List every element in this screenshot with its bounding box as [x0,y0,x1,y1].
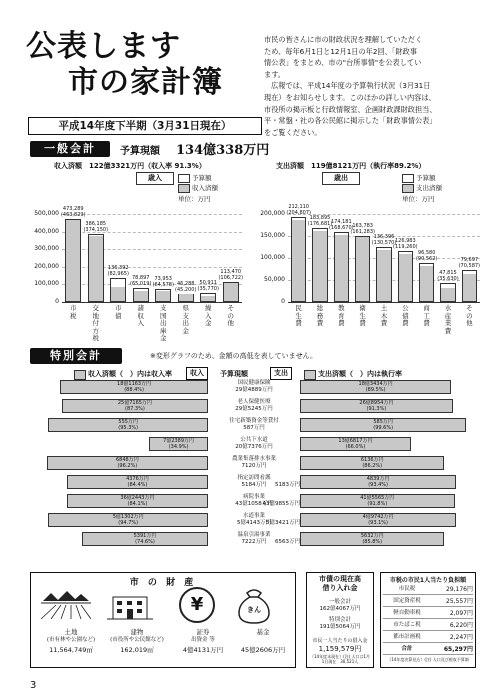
burden-row-value: 25,557円 [446,598,473,605]
burden-note: （14年度決算見込）(注) 人口及び税収予算額 [387,657,469,662]
special-bar-right-rate: (91.3%) [366,406,387,412]
special-bar-right [300,380,468,394]
special-bar-left-rate: (84.4%) [127,482,148,488]
burden-row-divider [383,606,473,607]
special-bar-right [300,475,468,489]
asset-name: 証券 [196,628,210,636]
legend-left: 収入済額（ ）内は収入率 [88,370,172,378]
special-bar-left-rate: (94.7%) [118,520,139,526]
burden-row-divider [383,630,473,631]
special-bar-left-rate: (74.6%) [135,539,155,545]
y-tick-label: 0 [55,298,59,305]
budget-label: 予算現額 [120,146,160,157]
legend-right-tag: 支出 [270,367,292,380]
bar-label-actual: (106,722) [218,275,244,282]
bar-actual [313,231,326,301]
special-bar-left-label: 5億1302万円 [112,514,144,520]
category-label: 商工費 [423,304,430,327]
bar-actual [463,274,476,301]
special-bar-right-rate: (89.5%) [365,387,386,393]
expense-summary: 支出済額 119億8121万円（執行率89.2%） [276,162,426,170]
special-row-budget: 7222万円 [241,539,267,545]
special-bar-right [300,418,468,432]
legend-label: 予算額 [192,174,212,182]
special-bar-right-rate: (93.1%) [368,520,389,526]
legend-swatch [402,174,414,183]
legend-label: 予算額 [416,174,436,182]
special-row-budget-right: 5億3421万円 [266,520,300,526]
bar-actual [441,288,454,301]
burden-row-divider [383,642,473,643]
asset-value: 45億2606万円 [240,646,286,654]
special-row-name: 住宅新築資金等貸付 [229,418,279,424]
burden-row-label: 市民税 [398,586,416,592]
debt-row-value: 162億4067万円 [319,606,361,612]
intro-line: 広報では、平成14年度の予算執行状況（3月31日 [271,81,431,91]
special-bar-right [300,513,468,527]
budget-value: 134億338万円 [176,143,270,158]
bar-label-budget: 46,288 [176,280,195,287]
unit-label: 単位：万円 [402,195,435,203]
asset-value: 162,019㎡ [120,646,154,654]
asset-value: 4億4131万円 [182,646,224,654]
legend-left-tag: 収入 [186,367,208,380]
debt-box [306,572,374,668]
debt-title [307,575,373,593]
category-label: 県支出金 [182,304,189,335]
bar-actual [420,266,433,301]
category-label: 水産業費 [444,304,452,335]
burden-row-divider [383,654,473,655]
special-bar-right-rate: (91.8%) [367,501,388,507]
legend-label: 収入済額 [192,184,218,192]
y-tick-label: 150,000 [260,232,285,239]
unit-label: 単位：万円 [178,195,211,203]
money-bag-icon [231,585,277,625]
intro-line: ため、毎年6月1日と12月1日の年2回、「財政事 [264,46,417,56]
intro-line: 平・常盤・社の各公民館に掲示した「財政事情公表」 [264,116,437,126]
special-row-name: 公共下水道 [240,437,268,443]
burden-row-value: 6,220円 [449,622,473,629]
expense-chart [252,172,484,340]
intro-line: 市民の皆さんに市の財政状況を理解していただく [264,35,423,44]
category-label: 市税 [70,304,77,320]
category-label: 交地付方税 [92,304,99,342]
special-bar-right [300,437,468,451]
special-bar-right-label: 5632万円 [360,533,384,539]
special-bar-right-rate: (86.2%) [362,463,383,469]
legend-label: 支出済額 [416,184,442,192]
asset-name: 基金 [256,628,270,636]
title-line1: 公表します [26,29,181,64]
burden-row-value: 2,247円 [449,634,473,641]
special-bar-left [40,513,208,527]
burden-row-label: 市たばこ税 [393,622,421,628]
legend-swatch [402,184,414,193]
intro-line: をご覧ください。 [264,127,322,137]
special-row-budget: 7120万円 [241,463,267,469]
bar-label-actual: (35,630) [437,275,459,282]
bar-label-budget: 136,396 [373,234,395,241]
bar-label-budget: 212,110 [288,204,309,211]
bar-label-budget: 386,185 [85,221,107,228]
bar-label-budget: 174,181 [330,219,352,226]
burden-row-value: 2,097円 [449,610,473,617]
special-bar-right-rate: (85.8%) [362,539,383,545]
page-number: 3 [30,680,37,691]
burden-row-label: 合計 [401,646,413,652]
special-bar-right-label: 585万円 [373,419,393,425]
special-row-name: 温泉引湯事業 [237,532,271,538]
y-tick-label: 200,000 [34,262,59,270]
revenue-chart [28,172,246,340]
burden-box [380,572,476,668]
burden-row-label: 固定資産税 [393,598,421,604]
burden-row-value: 29,176円 [446,586,473,593]
period-label: 平成14年度下半期（3月31日現在） [28,117,262,135]
legend-right-swatch [304,370,316,380]
special-bar-right-label: 6136万円 [360,457,384,463]
special-row-name: 水道事業 [242,513,265,519]
intro-line: ます。 [264,69,285,79]
special-row-budget-right: 5183万円 [275,482,300,488]
asset-sub: (市有林や公園など) [46,637,96,643]
bar-actual [224,283,238,301]
y-tick-label: 400,000 [34,227,59,235]
category-label: 公債費 [402,304,409,327]
bar-label-actual: (82,965) [107,270,129,277]
bar-label-budget: 50,911 [199,280,217,287]
legend-center: 予算現額 [220,370,248,378]
special-bar-right-rate: (66.0%) [345,444,366,450]
bar-label-budget: 126,983 [394,238,416,245]
special-bar-right-label: 41億5565万円 [360,495,395,501]
special-row-budget: 5億4143万円 [237,520,271,526]
category-label: その他 [227,304,234,327]
asset-name: 土地 [64,628,78,636]
y-tick-label: 100,000 [34,280,59,288]
special-bar-right-label: 4億9742万円 [362,514,394,520]
legend-swatch [178,184,190,193]
special-row-budget: 5184万円 [241,482,267,488]
special-bar-right-label: 13億6817万円 [338,438,373,444]
special-bar-left-label: 4376万円 [126,476,149,482]
intro-text [264,34,484,138]
bar-label-budget: 113,470 [220,269,242,276]
bar-actual [292,220,305,301]
bar-label-actual: (168,670) [329,225,354,232]
special-bar-left-rate: (95.3%) [118,425,139,431]
building-icon [105,591,155,623]
special-row-budget-right: 6563万円 [275,539,300,545]
debt-title-line: 市債の現在高 [319,575,361,583]
special-bar-right [300,494,468,508]
y-tick-label: 50,000 [264,276,285,283]
special-note: ※変形グラフのため、金額の高低を表していません。 [150,352,318,360]
special-bar-left-label: 18億1163万円 [117,381,152,387]
yen-icon: ¥ [179,587,215,623]
debt-row-label: 特別会計 [328,617,351,623]
y-tick-label: 0 [281,298,285,305]
bar-label-budget: 473,289 [62,205,84,212]
bar-label-budget: 73,953 [154,275,172,282]
burden-title: 市税の市民1人当たり負担額 [389,577,467,584]
bar-label-actual: (45,200) [175,286,197,293]
special-row-budget: 20億7376万円 [235,444,273,450]
debt-title-line: 借り入れ金 [322,584,358,592]
debt-row-label: 一般会計 [328,599,351,605]
category-label: 衛生費 [359,304,366,327]
bar-label-actual: (65,019) [130,281,152,288]
burden-row-value: 65,297円 [443,646,473,653]
per-capita-label: 市民一人当たりの借入金 [312,638,368,644]
special-row-budget: 29億4889万円 [235,387,273,393]
special-bar-right [300,456,468,470]
legend-right: 支出済額（ ）内は執行率 [318,370,402,378]
special-bar-right-label: 26億8954万円 [359,400,394,406]
asset-name: 建物 [130,628,144,636]
bar-label-budget: 136,392 [107,264,129,271]
special-bar-left-label: 555万円 [118,419,138,425]
burden-row-label: 軽自動車税 [393,610,421,616]
special-row-name: 農業集落排水事業 [231,456,276,462]
special-rows [0,380,496,560]
bar-label-budget: 163,783 [352,223,373,230]
special-bar-left [40,532,208,546]
legend-left-swatch [74,370,86,380]
category-label: 教育費 [338,304,345,327]
bar-actual [156,291,170,301]
y-tick-label: 200,000 [260,210,285,217]
special-row-budget: 587万円 [243,425,265,431]
chart-title: 歳入 [136,172,174,185]
bar-actual [179,294,193,301]
title-line2: 市の家計簿 [68,65,223,100]
special-row-name: 老人保健医療 [237,399,271,405]
bar-label-actual: (35,770) [197,286,219,293]
assets-title: 市 の 財 産 [129,578,197,588]
bar-actual [399,254,412,301]
bar-label-budget: 96,580 [417,250,436,257]
special-bar-left-rate: (87.3%) [125,406,145,412]
asset-sub: 出資金 等 [191,637,215,643]
asset-sub: (市役所や公民館など) [110,637,164,643]
bar-label-budget: 183,895 [309,215,331,222]
bar-label-actual: (64,578) [152,281,174,288]
bar-actual [111,287,125,301]
y-tick-label: 100,000 [260,254,285,261]
special-account-title: 特別会計 [30,348,122,364]
category-label: 市債 [115,304,122,320]
y-tick-label: 500,000 [34,210,59,217]
category-label: 諸収入 [137,304,144,327]
special-bar-left-rate: (96.2%) [117,463,138,469]
special-bar-left [40,437,208,451]
legend-swatch [178,174,190,183]
category-label: 土木費 [380,304,388,327]
special-bar-left-label: 25億7165万円 [117,400,152,406]
assets-box [30,572,296,668]
bar-label-budget: 78,897 [131,275,150,282]
category-label: 繰入金 [205,304,212,327]
asset-value: 11,564,749㎡ [49,646,93,654]
special-row-budget: 29億5245万円 [235,406,273,412]
debt-note: （14年度末現在）(注) 人口は1月1日現在 30,521人 [309,654,371,664]
bar-label-actual: (119,260) [393,244,418,251]
bar-label-budget: 79,697 [460,257,479,264]
special-row-budget-right: 43億9855万円 [262,501,300,507]
special-row-name: 国民健康保険 [237,380,271,386]
special-row-budget: 43億1058万円 [235,501,273,507]
special-bar-left [40,399,208,413]
bar-label-budget: 47,815 [439,269,457,276]
bar-label-actual: (90,562) [415,256,438,263]
debt-row-value: 191億5064万円 [319,624,361,630]
special-bar-right-rate: (93.4%) [368,482,389,488]
special-bar-left-label: 5391万円 [133,533,157,539]
land-icon [41,589,91,621]
special-bar-right [300,399,468,413]
per-capita-value: 1,159,579円 [318,645,362,653]
gridline [62,214,242,215]
bar-label-actual: (176,681) [307,221,333,228]
category-label: その他 [466,304,473,327]
special-bar-left-label: 6848万円 [116,457,139,463]
special-bar-left [40,380,208,394]
category-label: 総務費 [316,304,324,327]
chart-title: 歳出 [322,172,360,185]
bar-label-actual: (204,807) [286,210,311,217]
special-bar-left [40,456,208,470]
bar-label-actual: (374,150) [83,227,109,234]
burden-row-label: 都市計画税 [393,634,421,640]
revenue-summary: 収入済額 122億3321万円（収入率 91.3%） [54,162,206,170]
intro-line: 市役所の掲示板と行政情報室、企画財政課財政担当、 [264,104,437,114]
bar-actual [201,296,215,301]
bar-label-actual: (161,283) [350,229,375,236]
bar-label-actual: (463,829) [60,211,86,218]
bar-actual [66,220,80,301]
burden-row-divider [383,618,473,619]
special-bar-left-rate: (34.9%) [168,444,189,450]
category-label: 民生費 [295,304,302,327]
special-row-name: 病院事業 [242,494,265,500]
bar-actual [377,250,390,301]
bar-actual [356,237,369,301]
special-bar-left-rate: (88.4%) [124,387,144,393]
intro-line: 現在）をお知らせします。このほかの詳しい内容は、 [264,92,436,102]
x-axis [288,302,480,303]
y-tick-label: 300,000 [34,245,59,253]
special-bar-left-label: 36億2443万円 [120,495,155,501]
x-axis [62,302,242,303]
special-bar-right [300,532,468,546]
special-bar-right-rate: (99.6%) [373,425,394,431]
special-bar-left [40,475,208,489]
general-account-title: 一般会計 [30,141,110,157]
special-bar-right-label: 18億3434万円 [358,381,393,387]
special-row-name: 指定訪問看護 [237,475,271,481]
special-bar-left-rate: (84.1%) [127,501,148,507]
intro-line: 情公表」をまとめ、市の"台所事情"を公表してい [264,58,422,68]
special-bar-left [40,418,208,432]
special-bar-left [40,494,208,508]
bar-label-actual: (70,587) [458,263,481,270]
special-bar-left-label: 7億2389万円 [163,438,195,444]
bar-actual [134,291,148,301]
category-label: 支国出庫金 [160,304,167,342]
bar-actual [89,236,103,301]
money-bag-text: きん [247,606,261,614]
bar-label-actual: (130,570) [371,240,397,247]
special-bar-right-label: 4839万円 [366,476,390,482]
bar-actual [335,235,348,301]
burden-row-divider [383,594,473,595]
